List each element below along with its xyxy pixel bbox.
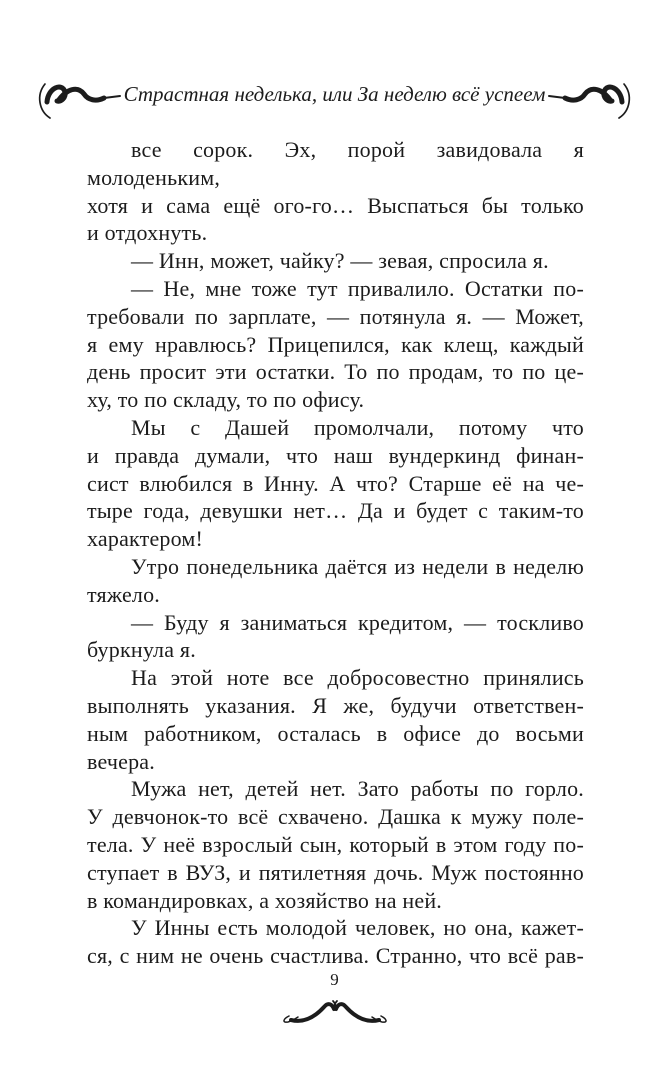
text-line: ступает в ВУЗ, и пятилетняя дочь. Муж постоянно [87,859,584,885]
text-line: хотя и сама ещё ого-го… Выспаться бы только [87,192,584,218]
text-line: день просит эти остатки. То по продам, то по це- [87,359,584,385]
body-text [87,136,584,970]
text-line: Мы с Дашей промолчали, потому что [131,414,584,440]
text-line: сист влюбился в Инну. А что? Старше её на че- [87,470,584,496]
text-line: тыре года, девушки нет… Да и будет с таким-то [87,498,584,524]
header-flourish-left-icon [34,74,122,125]
text-line: На этой ноте все добросовестно принялись [131,665,584,691]
text-line: я ему нравлюсь? Прицепился, как клещ, каждый [87,331,584,357]
text-line: У девчонок-то всё схвачено. Дашка к мужу поле- [87,804,584,830]
text-line: буркнула я. [87,637,196,663]
text-line: ным работником, осталась в офисе до восьми [87,720,584,746]
text-line: и правда думали, что наш вундеркинд финан- [87,442,584,468]
text-line: ху, то по складу, то по офису. [87,387,365,413]
page-number: 9 [330,970,339,989]
text-line: У Инны есть молодой человек, но она, кажет- [131,915,584,941]
text-line: — Буду я заниматься кредитом, — тоскливо [131,609,584,635]
text-line: тела. У неё взрослый сын, который в этом году по- [87,831,584,857]
text-line: в командировках, а хозяйство на ней. [87,887,442,913]
text-line: вечера. [87,748,155,774]
page-footer [0,970,669,1031]
text-line: требовали по зарплате, — потянула я. — Может, [87,303,584,329]
running-head [0,74,669,125]
text-line: все сорок. Эх, порой завидовала я молоденьким, [87,137,584,190]
text-line: — Инн, может, чайку? — зевая, спросила я. [131,248,549,274]
footer-flourish-icon [279,992,391,1031]
text-line: и отдохнуть. [87,220,208,246]
text-line: тяжело. [87,581,160,607]
text-line: ся, с ним не очень счастлива. Странно, что всё рав- [87,943,584,969]
running-title: Страстная неделька, или За неделю всё успеем [123,81,546,106]
header-flourish-right-icon [547,74,635,125]
text-line: характером! [87,526,204,552]
text-line: Мужа нет, детей нет. Зато работы по горло. [131,776,584,802]
text-line: Утро понедельника даётся из недели в неделю [131,553,584,579]
text-line: — Не, мне тоже тут привалило. Остатки по- [131,275,584,301]
text-line: выполнять указания. Я же, будучи ответствен- [87,692,584,718]
